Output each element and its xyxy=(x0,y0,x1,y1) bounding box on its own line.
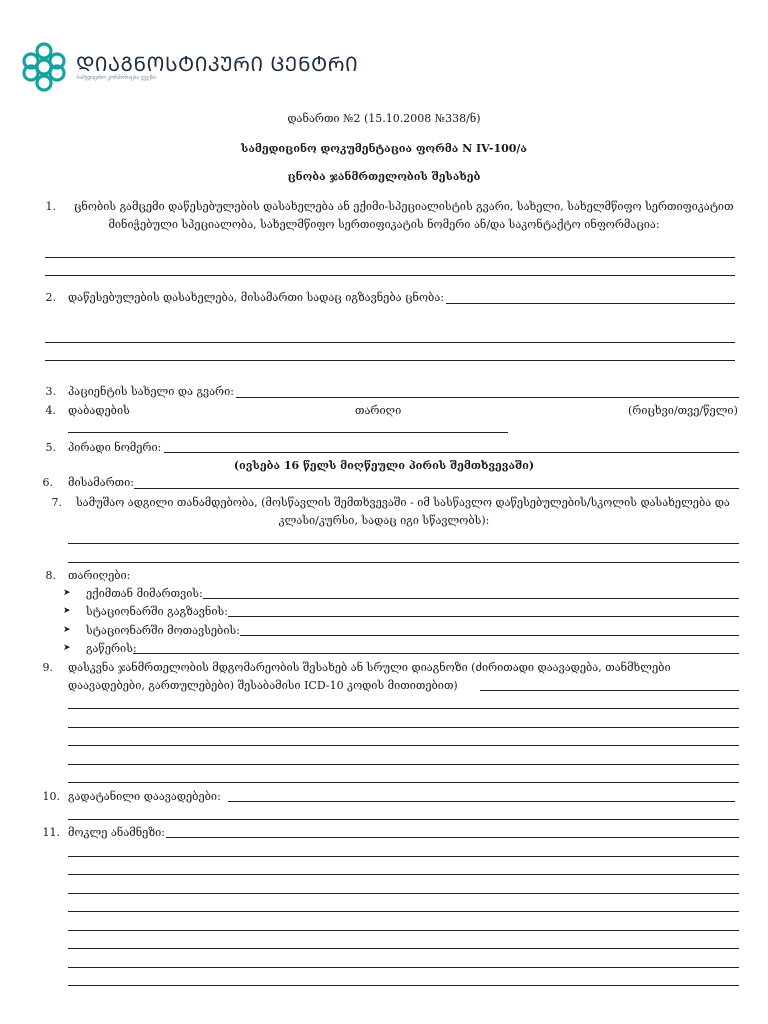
item-7-label-cont: კლასი/კურსი, სადაც იგი სწავლობს): xyxy=(278,514,490,527)
discharge-date-label: გაწერის: xyxy=(86,642,137,655)
fill-line[interactable] xyxy=(68,985,739,986)
item-number: 6. xyxy=(42,476,53,489)
logo-title: ᲓᲘᲐᲒᲜᲝᲡᲢᲘᲙᲣᲠᲘ ᲪᲔᲜᲢᲠᲘ xyxy=(76,52,359,76)
fill-line[interactable] xyxy=(68,782,739,783)
fill-line[interactable] xyxy=(68,911,739,912)
referral-date-field[interactable] xyxy=(203,598,739,599)
arrow-bullet-icon: ➤ xyxy=(63,643,71,653)
item-number: 9. xyxy=(42,661,53,674)
form-subtitle: ცნობა ჯანმრთელობის შესახებ xyxy=(287,170,481,183)
fill-line[interactable] xyxy=(68,893,739,894)
item-4-label-date: თარიღი xyxy=(355,404,402,417)
age-note: (ივსება 16 წელს მიღწეული პირის შემთხვევაში) xyxy=(233,459,535,472)
item-8-label: თარიღები: xyxy=(68,569,131,582)
patient-name-field[interactable] xyxy=(236,397,739,398)
arrow-bullet-icon: ➤ xyxy=(63,625,71,635)
item-3-label: პაციენტის სახელი და გვარი: xyxy=(68,385,234,398)
fill-line[interactable] xyxy=(68,708,739,709)
fill-line[interactable] xyxy=(68,948,739,949)
fill-line[interactable] xyxy=(68,874,739,875)
item-number: 7. xyxy=(51,496,62,509)
fill-line[interactable] xyxy=(68,856,739,857)
item-4-label: დაბადების xyxy=(68,404,130,417)
fill-line[interactable] xyxy=(68,930,739,931)
address-field[interactable] xyxy=(134,488,739,489)
item-9-label: დასკვნა ჯანმრთელობის მდგომარეობის შესახებ ან სრული დიაგნოზი (ძირითადი დაავადება, თანმხლები xyxy=(68,661,671,674)
referral-date-label: ექიმთან მიმართვის: xyxy=(86,587,203,600)
fill-line[interactable] xyxy=(68,967,739,968)
item-number: 10. xyxy=(42,790,60,803)
hospital-referral-date-field[interactable] xyxy=(228,616,739,617)
item-7-label: სამუშაო ადგილი თანამდებობა, (მოსწავლის შემთხვევაში - იმ სასწავლო დაწესებულების/სკოლის დასახელება და xyxy=(76,496,730,509)
logo-subtitle: სამედიცინო კორპორაცია ევექსი xyxy=(77,75,156,81)
fill-line[interactable] xyxy=(68,562,739,563)
anamnesis-field[interactable] xyxy=(166,837,739,838)
item-10-label: გადატანილი დაავადებები: xyxy=(68,790,221,803)
fill-line[interactable] xyxy=(45,257,735,258)
personal-number-field[interactable] xyxy=(164,452,739,453)
item-number: 3. xyxy=(45,385,56,398)
fill-line[interactable] xyxy=(45,275,735,276)
item-11-label: მოკლე ანამნეზი: xyxy=(68,826,165,839)
arrow-bullet-icon: ➤ xyxy=(63,606,71,616)
item-2-label: დაწესებულების დასახელება, მისამართი სადაც იგზავნება ცნობა: xyxy=(68,291,444,304)
item-number: 1. xyxy=(45,200,56,213)
arrow-bullet-icon: ➤ xyxy=(63,588,71,598)
fill-line[interactable] xyxy=(68,764,739,765)
diagnosis-field[interactable] xyxy=(480,690,739,691)
item-1-label: ცნობის გამცემი დაწესებულების დასახელება ან ექიმი-სპეციალისტის გვარი, სახელი, სახელმწიფო სერთიფიკატით xyxy=(74,200,734,213)
admission-date-field[interactable] xyxy=(240,635,739,636)
fill-line[interactable] xyxy=(45,342,735,343)
hospital-referral-date-label: სტაციონარში გაგზავნის: xyxy=(86,605,228,618)
fill-line[interactable] xyxy=(68,745,739,746)
annex-label: დანართი №2 (15.10.2008 №338/ნ) xyxy=(287,112,481,125)
admission-date-label: სტაციონარში მოთავსების: xyxy=(86,624,240,637)
item-number: 2. xyxy=(45,291,56,304)
item-number: 8. xyxy=(45,569,56,582)
item-5-label: პირადი ნომერი: xyxy=(68,441,162,454)
fill-line[interactable] xyxy=(68,727,739,728)
item-number: 4. xyxy=(45,404,56,417)
date-format-hint: (რიცხვი/თვე/წელი) xyxy=(628,404,738,417)
discharge-date-field[interactable] xyxy=(133,653,739,654)
fill-line[interactable] xyxy=(45,360,735,361)
item-1-label-cont: მინიჭებული სპეციალობა, სახელმწიფო სერთიფიკატის ნომერი ან/და საკონტაქტო ინფორმაცია: xyxy=(108,218,660,231)
fill-line[interactable] xyxy=(68,543,739,544)
recipient-field[interactable] xyxy=(446,303,735,304)
form-title: სამედიცინო დოკუმენტაცია ფორმა N IV-100/ა xyxy=(241,142,527,155)
item-number: 5. xyxy=(45,441,56,454)
item-number: 11. xyxy=(42,826,60,839)
item-9-label-cont: დაავადებები, გართულებები) შესაბამისი ICD-10 კოდის მითითებით) xyxy=(68,679,458,692)
clinic-logo-icon xyxy=(20,42,68,92)
past-diseases-field[interactable] xyxy=(228,801,735,802)
birth-date-field[interactable] xyxy=(68,432,508,433)
item-6-label: მისამართი: xyxy=(68,476,135,489)
fill-line[interactable] xyxy=(68,819,739,820)
